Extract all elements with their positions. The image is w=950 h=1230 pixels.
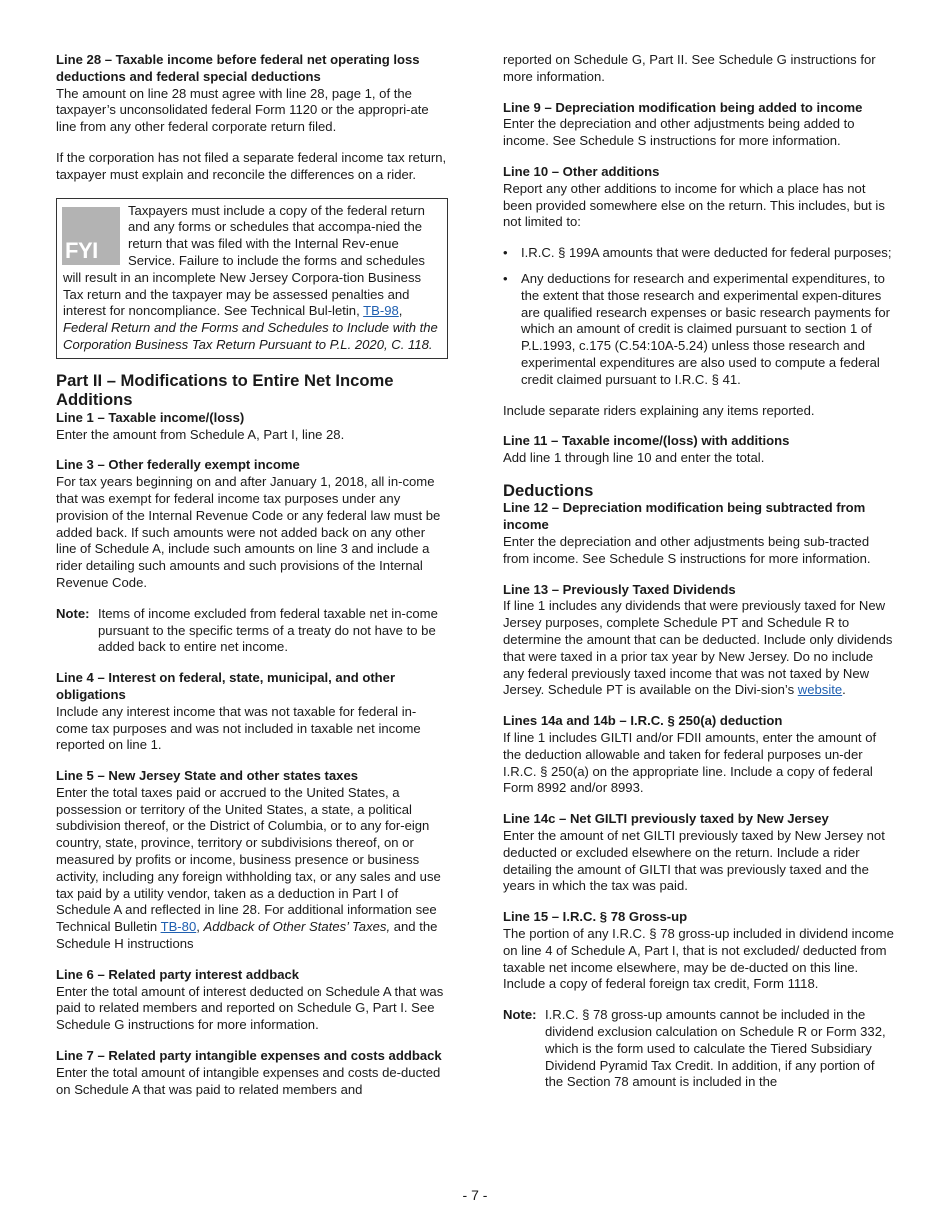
note-label: Note: [56,605,90,621]
section-line-3 [56,457,448,591]
line-15-text: The portion of any I.R.C. § 78 gross-up included in dividend income on line 4 of Schedule A, Part I, that is not excluded/ deducted from taxable net income elsewhere, may be de-ducted on this line. Include a copy of federal foreign tax credit, Form 1118. [503,925,894,992]
left-column [56,52,448,1112]
fyi-italic-title: Federal Return and the Forms and Schedules to Include with the Corporation Business Tax Return Pursuant to P.L. 2020, C. 118. [63,320,438,352]
line-10-bullet-list [503,245,895,388]
line-28-rider-text: If the corporation has not filed a separate federal income tax return, taxpayer must explain and reconcile the differences on a rider. [56,149,447,182]
section-line-15 [503,909,895,993]
line-28-heading: Line 28 – Taxable income before federal net operating loss deductions and federal special deductions [56,52,420,84]
deductions-title: Deductions [503,480,594,500]
note-treaty [56,606,448,656]
line-13-body: If line 1 includes any dividends that were previously taxed for New Jersey purposes, complete Schedule PT and Schedule R to determine the amount that can be deducted. Include only dividends that were taxed in a prior tax year by New Jersey. Do no include any federal previously taxed income that was not taxed by New Jersey. Schedule PT is available on the Divi-sion’s [503,598,893,698]
section-line-28 [56,52,448,136]
line-14c-heading: Line 14c – Net GILTI previously taxed by New Jersey [503,811,829,827]
line-14c-text: Enter the amount of net GILTI previously taxed by New Jersey not deducted or excluded elsewhere on the return. Include a rider detailing the amount of GILTI that was previously taxed and the years in which the tax was paid. [503,827,885,894]
line-3-text: For tax years beginning on and after January 1, 2018, all in-come that was exempt for federal income tax purposes under any provision of the Internal Revenue Code or any federal law must be added back. If such amounts were not added back on any other line of Schedule A, include such amounts on line 3 and include a rider detailing such amounts and such provisions of the Internal Revenue Code. [56,474,441,590]
list-item: • I.R.C. § 199A amounts that were deducted for federal purposes; [503,245,895,262]
section-line-1 [56,410,448,444]
tb-80-link[interactable]: TB-80 [160,919,197,935]
line-5-body: Enter the total taxes paid or accrued to the United States, a possession or territory of the United States, a state, a political subdivision thereof, or the District of Columbia, or to any for-eign country, state, province, territory or subdivisions thereof, on or measured by profits or income, business presence or business activity, including any foreign withholding tax, or any sales and use tax paid by a utility vendor, taken as a deduction in Part I of Schedule A and reflected in line 28. For additional information see Technical Bulletin [56,784,441,935]
section-line-7 [56,1048,448,1098]
fyi-badge-label: FYI [65,237,98,263]
section-line-5 [56,768,448,953]
part-2-title: Part II – Modifications to Entire Net Income [56,370,394,390]
note-section-78 [503,1007,895,1091]
right-column [503,52,895,1105]
note-text: I.R.C. § 78 gross-up amounts cannot be included in the dividend exclusion calculation on Schedule R or Form 332, which is the form used to calculate the Tiered Subsidiary Dividend Pyramid Tax Credit. In addition, if any portion of the Section 78 amount is included in the [545,1007,886,1090]
line-10-text: Report any other additions to income for which a place has not been provided somewhere else on the return. This includes, but is not limited to: [503,180,885,230]
fyi-box [56,198,448,359]
section-line-7-continued [503,52,895,86]
line-12-heading: Line 12 – Depreciation modification being subtracted from income [503,500,866,533]
line-14ab-text: If line 1 includes GILTI and/or FDII amounts, enter the amount of the deduction allowable and taken for federal purposes un-der I.R.C. § 250(a) on the appropriate line. Include a copy of federal Form 8992 and/or 8993. [503,730,877,796]
section-line-4 [56,670,448,754]
note-label: Note: [503,1007,537,1023]
list-item: • Any deductions for research and experimental expenditures, to the extent that those research and experimental expen-ditures are qualified research expenses or basic research payments for which an amount of credit is claimed pursuant to section 1 of P.L.1993, c.175 (C.54:10A-5.24) unless those research and experimental expenditures are also used to compute a federal credit claimed pursuant to I.R.C. § 41. [503,271,895,389]
line-9-heading: Line 9 – Depreciation modification being added to income [503,99,863,115]
fyi-separator: , [398,303,403,319]
line-7-heading: Line 7 – Related party intangible expenses and costs addback [56,1048,442,1064]
line-15-heading: Line 15 – I.R.C. § 78 Gross-up [503,909,688,925]
section-line-9 [503,100,895,150]
line-3-heading: Line 3 – Other federally exempt income [56,457,300,473]
line-13-heading: Line 13 – Previously Taxed Dividends [503,581,736,597]
line-5-heading: Line 5 – New Jersey State and other states taxes [56,768,359,784]
section-line-13 [503,582,895,700]
website-link[interactable]: website [797,682,843,698]
line-1-text: Enter the amount from Schedule A, Part I, line 28. [56,426,345,442]
line-4-text: Include any interest income that was not taxable for federal in-come tax purposes and was not included in taxable net income reported on line 1. [56,703,421,753]
section-line-10-riders [503,403,895,420]
section-line-14c [503,811,895,895]
line-9-text: Enter the depreciation and other adjustments being added to income. See Schedule S instructions for more information. [503,116,855,149]
line-1-heading: Line 1 – Taxable income/(loss) [56,409,245,425]
line-28-text: The amount on line 28 must agree with line 28, page 1, of the taxpayer’s unconsolidated federal Form 1120 or the appropri-ate line from any other federal corporate return filed. [56,85,429,135]
section-line-14ab [503,713,895,797]
line-5-separator: , [196,919,204,935]
line-13-tail: . [842,682,846,698]
line-7-continued-text: reported on Schedule G, Part II. See Schedule G instructions for more information. [503,52,876,84]
line-5-text [56,785,448,953]
section-line-28-rider [56,150,448,184]
section-line-11 [503,433,895,467]
additions-title: Additions [56,390,133,410]
note-text: Items of income excluded from federal taxable net in-come pursuant to the specific terms of a treaty do not have to be added back to entire net income. [98,605,438,655]
fyi-icon [62,207,120,265]
section-line-10 [503,164,895,231]
section-line-12 [503,500,895,567]
line-11-heading: Line 11 – Taxable income/(loss) with additions [503,433,790,449]
tb-98-link[interactable]: TB-98 [363,303,399,319]
line-6-text: Enter the total amount of interest deducted on Schedule A that was paid to related members and reported on Schedule G, Part I. See Schedule G instructions for more information. [56,983,444,1033]
line-14ab-heading: Lines 14a and 14b – I.R.C. § 250(a) deduction [503,713,783,729]
line-10-heading: Line 10 – Other additions [503,163,660,179]
line-6-heading: Line 6 – Related party interest addback [56,966,300,982]
line-12-text: Enter the depreciation and other adjustments being sub-tracted from income. See Schedule S instructions for more information. [503,534,871,566]
line-5-italic-title: Addback of Other States’ Taxes, [203,919,391,935]
line-4-heading: Line 4 – Interest on federal, state, municipal, and other obligations [56,670,396,702]
line-11-text: Add line 1 through line 10 and enter the total. [503,450,765,466]
line-5-tail: and the Schedule H instructions [56,919,438,952]
page-number: - 7 - [462,1187,488,1203]
section-line-6 [56,967,448,1034]
line-7-text: Enter the total amount of intangible expenses and costs de-ducted on Schedule A that was paid to related members and [56,1064,441,1097]
line-10-riders-text: Include separate riders explaining any items reported. [503,402,815,418]
fyi-text: Taxpayers must include a copy of the federal return and any forms or schedules that accompa-nied the return that was filed with the Internal Rev-enue Service. Failure to include the forms and schedules will result in an incomplete New Jersey Corpora-tion Business Tax return and the taxpayer may be assessed penalties and interest for noncompliance. See Technical Bul-letin, [63,202,425,319]
line-13-text [503,598,895,699]
